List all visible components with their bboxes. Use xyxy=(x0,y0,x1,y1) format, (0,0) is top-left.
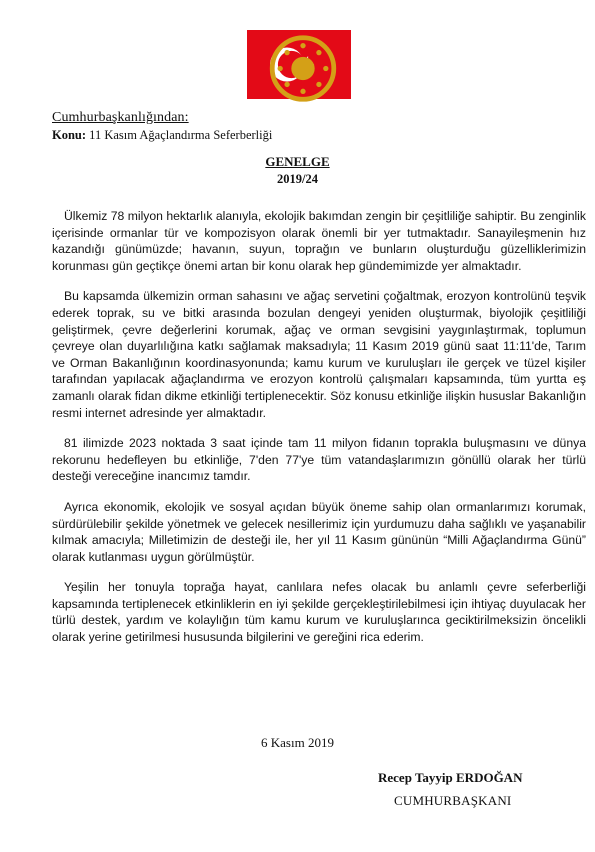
document-number: 2019/24 xyxy=(277,172,318,186)
signer-title: CUMHURBAŞKANI xyxy=(394,793,512,808)
body-paragraph-1: Ülkemiz 78 milyon hektarlık alanıyla, ekolojik bakımdan zengin bir çeşitliliğe sahiptir. Bu zenginlik içerisinde ormanlar tür ve kompozisyon olarak önemli bir yer tutmaktadır. Sanayileşmenin hız kazandığı günümüzde; havanın, suyun, toprağın ve bunların oluşturduğu güzelliklerimizin korunması gün geçtikçe önemi artan bir konu olarak hep gündemimizde yer almaktadır. xyxy=(52,209,586,273)
document-body xyxy=(52,208,586,660)
body-paragraph-3: 81 ilimizde 2023 noktada 3 saat içinde tam 11 milyon fidanın toprakla buluşmasını ve dünya rekorunu hedefleyen bu etkinliğe, 7'den 77'ye tüm vatandaşlarımızın gönüllü olarak her türlü desteği vereceğine inancımız tamdır. xyxy=(52,436,586,484)
body-paragraph-2: Bu kapsamda ülkemizin orman sahasını ve ağaç servetini çoğaltmak, erozyon kontrolünü teşvik ederek toprak, su ve bitki arasında bozulan dengeyi yeniden oluşturmak, biyolojik çeşitliliği geliştirmek, çevre değerlerini korumak, ağaç ve orman sevgisini yaygınlaştırmak, toplumun çevreye olan duyarlılığına katkı sağlamak maksadıyla; 11 Kasım 2019 günü saat 11:11'de, Tarım ve Orman Bakanlığının koordinasyonunda; kamu kurum ve kuruluşları ile gerçek ve tüzel kişiler tarafından yapılacak ağaçlandırma ve erozyon kontrolü çalışmaları kapsamında, tüm yurtta eş zamanlı olarak fidan dikme etkinliği tertiplenecektir. Söz konusu etkinliğe ilişkin hususlar Bakanlığın resmi internet adresinde yer almaktadır. xyxy=(52,289,586,420)
presidential-seal-icon xyxy=(251,34,264,47)
subject-line xyxy=(52,128,272,143)
signer-name: Recep Tayyip ERDOĞAN xyxy=(378,770,523,785)
subject-text: 11 Kasım Ağaçlandırma Seferberliği xyxy=(89,128,273,142)
body-paragraph-4: Ayrıca ekonomik, ekolojik ve sosyal açıdan büyük öneme sahip olan ormanlarımızı korumak, sürdürülebilir şekilde yönetmek ve gelecek nesillerimiz için yurdumuzu daha sağlıklı ve yaşanabilir kılmak amacıyla; Milletimizin de desteği ile, her yıl 11 Kasım gününün “Milli Ağaçlandırma Günü” olarak kutlanması uygun görülmüştür. xyxy=(52,499,586,564)
turkish-flag xyxy=(247,30,351,99)
issuing-institution: Cumhurbaşkanlığından: xyxy=(52,110,189,125)
document-date: 6 Kasım 2019 xyxy=(261,735,334,750)
body-paragraph-5: Yeşilin her tonuyla toprağa hayat, canlılara nefes olacak bu anlamlı çevre seferberliği kapsamında tertiplenecek etkinliklerin en iyi şekilde gerçekleştirilebilmesi için ihtiyaç duyulacak her türlü destek, yardım ve kolaylığın tüm kamu kurum ve kuruluşlarınca geciktirilmeksizin öncelikli olarak yerine getirilmesi hususunda bilgilerini ve gereğini rica ederim. xyxy=(52,580,586,645)
document-title: GENELGE xyxy=(265,154,330,169)
subject-label: Konu: xyxy=(52,128,87,142)
